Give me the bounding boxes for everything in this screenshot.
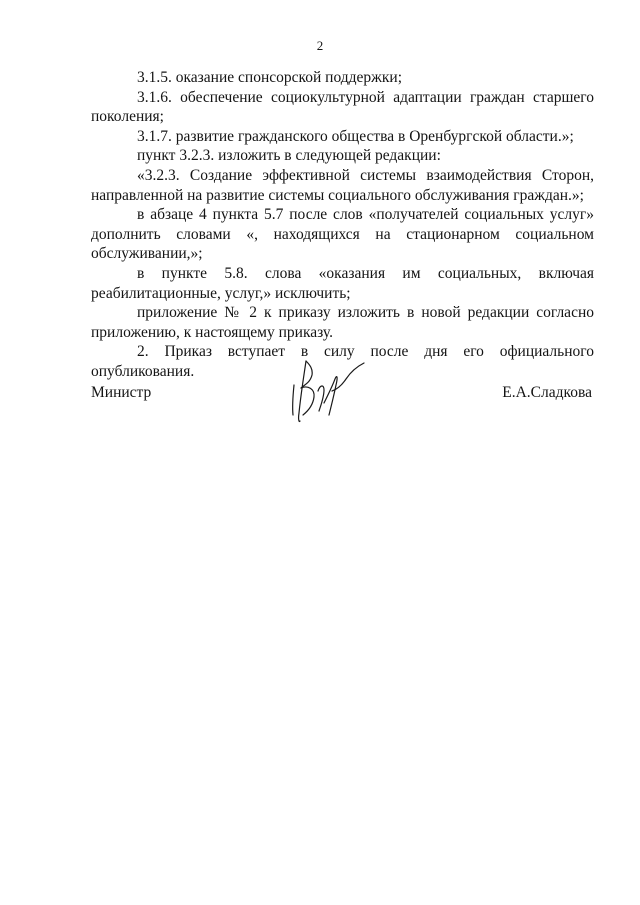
paragraph-point-5-8: в пункте 5.8. слова «оказания им социальных, включая реабилитационные, услуг,» исключить; bbox=[91, 264, 594, 302]
paragraph-effective-date: 2. Приказ вступает в силу после дня его официального опубликования. bbox=[91, 343, 594, 380]
paragraph-3-1-6: 3.1.6. обеспечение социокультурной адаптации граждан старшего поколения; bbox=[91, 88, 594, 126]
signer-name: Е.А.Сладкова bbox=[502, 384, 592, 401]
handwritten-signature bbox=[288, 355, 380, 427]
paragraph-3-1-5: 3.1.5. оказание спонсорской поддержки; bbox=[137, 69, 403, 86]
paragraph-quote-3-2-3: «3.2.3. Создание эффективной системы взаимодействия Сторон, направленной на развитие системы социального обслуживания граждан.»; bbox=[91, 166, 594, 204]
page-number: 2 bbox=[316, 38, 324, 53]
paragraph-3-1-7: 3.1.7. развитие гражданского общества в Оренбургской области.»; bbox=[137, 127, 574, 145]
paragraph-appendix-2: приложение № 2 к приказу изложить в новой редакции согласно приложению, к настоящему приказу. bbox=[91, 304, 594, 341]
document-body bbox=[91, 68, 594, 382]
paragraph-point-5-7: в абзаце 4 пункта 5.7 после слов «получателей социальных услуг» дополнить словами «, находящихся на стационарном социальном обслуживании,»; bbox=[91, 206, 594, 263]
paragraph-point-3-2-3: пункт 3.2.3. изложить в следующей редакции: bbox=[137, 147, 441, 165]
signer-title: Министр bbox=[91, 384, 152, 401]
